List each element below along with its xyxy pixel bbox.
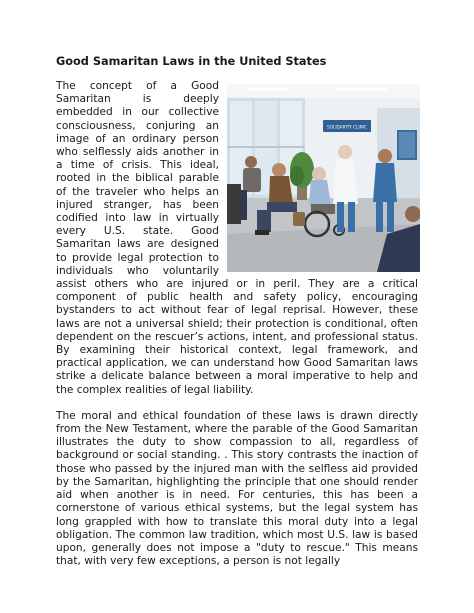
clinic-sign: SOLIDARITY CLINIC <box>327 124 367 130</box>
paragraph-2: The moral and ethical foundation of these laws is drawn directly from the New Testament, where the parable of the Good Samaritan illustrates the duty to show compassion to all, regardless of background or social standing. . This story contrasts the inaction of those who passed by the injured man with the selfless aid provided by the Samaritan, highlighting the principle that one should render aid when another is in need. For centuries, this has been a cornerstone of various ethical systems, but the legal system has long grappled with how to translate this moral duty into a legal obligation. The common law tradition, which most U.S. law is based upon, generally does not impose a "duty to rescue." This means that, with very few exceptions, a person is not legally <box>56 409 418 568</box>
clinic-scene-image <box>227 84 420 272</box>
clinic-illustration <box>227 84 420 272</box>
document-body <box>56 80 418 568</box>
paragraph-1: The concept of a Good Samaritan is deeply embedded in our collective consciousness, conjuring an image of an ordinary person who selflessly aids another in a time of crisis. This ideal, rooted in the biblical parable of the traveler who helps an injured stranger, has been codified into law in virtually every U.S. state. Good Samaritan laws are designed to provide legal protection to individuals who voluntarily assist others who are injured or in peril. They are a critical component of public health and safety policy, encouraging bystanders to act without fear of legal reprisal. However, these laws are not a universal shield; their protection is conditional, often dependent on the rescuer’s actions, intent, and professional status. By examining their historical context, legal framework, and practical application, we can understand how Good Samaritan laws strike a delicate balance between a moral imperative to help and the complex realities of legal liability. <box>56 80 418 396</box>
document-title: Good Samaritan Laws in the United States <box>56 55 327 68</box>
